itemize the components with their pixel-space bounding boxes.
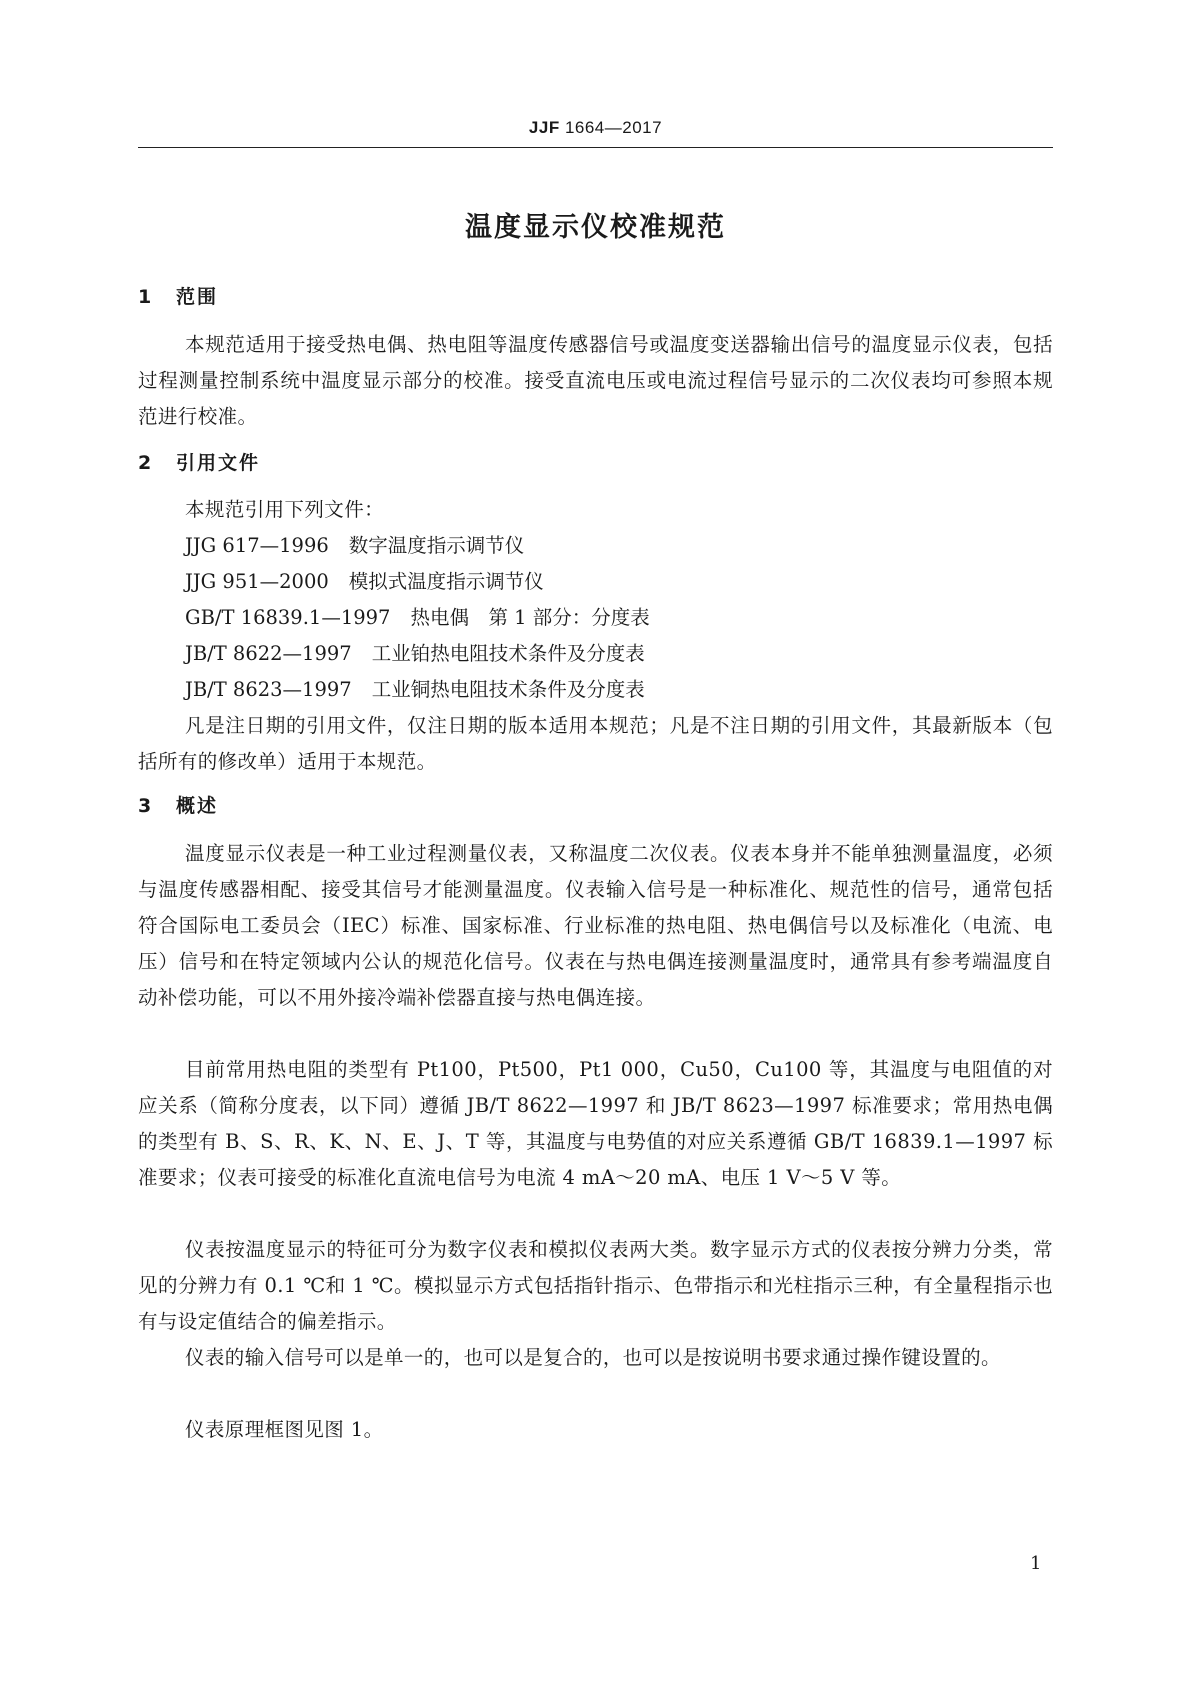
header-rule — [138, 147, 1053, 148]
reference-code: JJG 617—1996 — [185, 534, 329, 557]
reference-name: 热电偶 第 1 部分：分度表 — [410, 606, 650, 629]
section-1-paragraph: 本规范适用于接受热电偶、热电阻等温度传感器信号或温度变送器输出信号的温度显示仪表，包括过程测量控制系统中温度显示部分的校准。接受直流电压或电流过程信号显示的二次仪表均可参照本规范进行校准。 — [138, 333, 1053, 428]
reference-code: JB/T 8622—1997 — [185, 642, 352, 665]
reference-item — [185, 672, 645, 708]
reference-code: GB/T 16839.1—1997 — [185, 606, 391, 629]
reference-name: 数字温度指示调节仪 — [348, 534, 525, 557]
reference-name: 模拟式温度指示调节仪 — [348, 570, 544, 593]
section-3-paragraph-1: 温度显示仪表是一种工业过程测量仪表，又称温度二次仪表。仪表本身并不能单独测量温度，必须与温度传感器相配、接受其信号才能测量温度。仪表输入信号是一种标准化、规范性的信号，通常包括符合国际电工委员会（IEC）标准、国家标准、行业标准的热电阻、热电偶信号以及标准化（电流、电压）信号和在特定领域内公认的规范化信号。仪表在与热电偶连接测量温度时，通常具有参考端温度自动补偿功能，可以不用外接冷端补偿器直接与热电偶连接。 — [138, 842, 1053, 1009]
section-title: 范围 — [176, 286, 219, 308]
section-3-paragraph-2: 目前常用热电阻的类型有 Pt100，Pt500，Pt1 000，Cu50，Cu100 等，其温度与电阻值的对应关系（简称分度表，以下同）遵循 JB/T 8622—1997 和 JB/T 8623—1997 标准要求；常用热电偶的类型有 B、S、R、K、N、E、J、T 等，其温度与电势值的对应关系遵循 GB/T 16839.1—1997 标准要求；仪表可接受的标准化直流电信号为电流 4 mA～20 mA、电压 1 V～5 V 等。 — [138, 1058, 1053, 1189]
section-3-paragraph-4: 仪表的输入信号可以是单一的，也可以是复合的，也可以是按说明书要求通过操作键设置的。 — [185, 1346, 1001, 1369]
reference-item — [185, 564, 544, 600]
references-note: 凡是注日期的引用文件，仅注日期的版本适用本规范；凡是不注日期的引用文件，其最新版本（包括所有的修改单）适用于本规范。 — [138, 714, 1053, 773]
section-title: 引用文件 — [176, 452, 261, 474]
reference-item — [185, 636, 645, 672]
reference-item — [185, 528, 524, 564]
section-number: 1 — [138, 286, 152, 308]
standard-code — [0, 118, 1191, 138]
standard-prefix: JJF — [528, 118, 560, 137]
section-number: 3 — [138, 795, 152, 817]
reference-code: JJG 951—2000 — [185, 570, 329, 593]
reference-code: JB/T 8623—1997 — [185, 678, 352, 701]
page-number: 1 — [1030, 1553, 1042, 1574]
reference-name: 工业铂热电阻技术条件及分度表 — [371, 642, 645, 665]
section-3-paragraph-3: 仪表按温度显示的特征可分为数字仪表和模拟仪表两大类。数字显示方式的仪表按分辨力分类，常见的分辨力有 0.1 ℃和 1 ℃。模拟显示方式包括指针指示、色带指示和光柱指示三种，有全量程指示也有与设定值结合的偏差指示。 — [138, 1238, 1053, 1333]
references-intro: 本规范引用下列文件： — [185, 498, 385, 521]
reference-name: 工业铜热电阻技术条件及分度表 — [371, 678, 645, 701]
section-3-paragraph-5: 仪表原理框图见图 1。 — [185, 1418, 384, 1441]
reference-item — [185, 600, 650, 636]
section-number: 2 — [138, 452, 152, 474]
section-title: 概述 — [176, 795, 219, 817]
section-3-heading — [138, 791, 218, 818]
document-title: 温度显示仪校准规范 — [465, 212, 726, 243]
section-2-heading — [138, 448, 260, 475]
standard-number: 1664—2017 — [564, 118, 663, 137]
section-1-heading — [138, 282, 218, 309]
